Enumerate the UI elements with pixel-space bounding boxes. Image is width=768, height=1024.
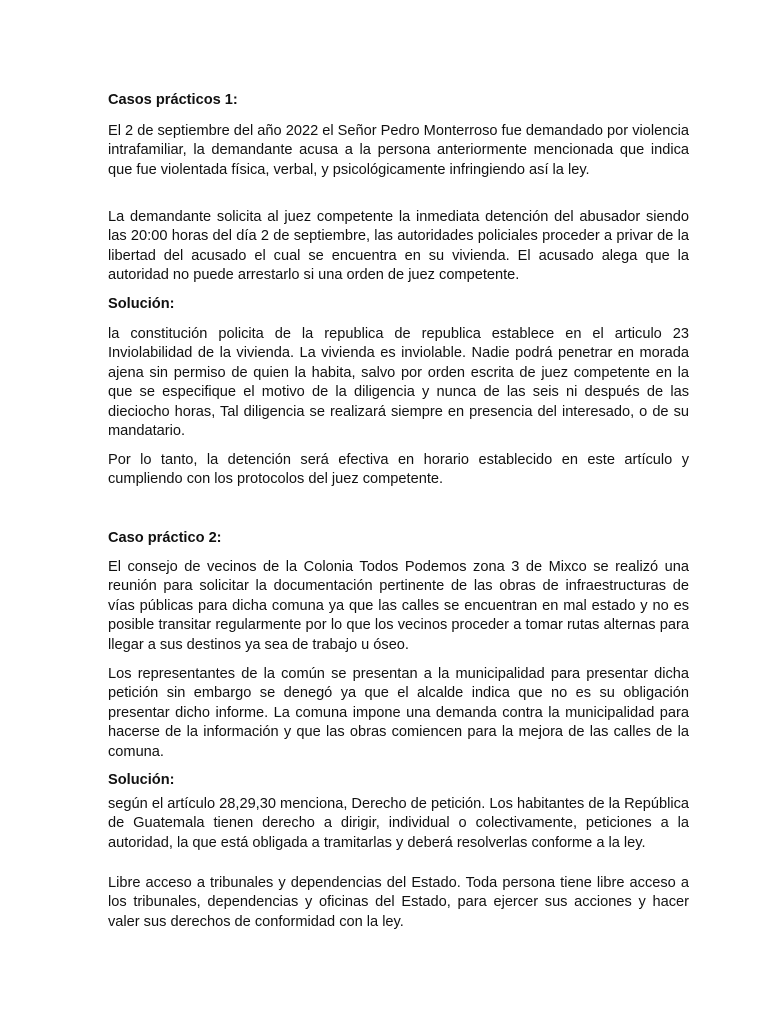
case1-solution-paragraph-1: la constitución policita de la republica de republica establece en el articulo 23 Inviolabilidad de la vivienda. La vivienda es inviolable. Nadie podrá penetrar en morada ajena sin permiso de quien la habita, salvo por orden escrita de juez competente en la que se especifique el motivo de la diligencia y nunca de las seis ni después de las dieciocho horas, Tal diligencia se realizará siempre en presencia del interesado, o de su mandatario. [108,326,689,440]
case1-paragraph-2: La demandante solicita al juez competente la inmediata detención del abusador siendo las 20:00 horas del día 2 de septiembre, las autoridades policiales proceder a privar de la libertad del acusado el cual se encuentra en su vivienda. El acusado alega que la autoridad no puede arrestarlo si una orden de juez competente. [108,209,689,284]
case2-paragraph-2: Los representantes de la común se presentan a la municipalidad para presentar dicha petición sin embargo se denegó ya que el alcalde indica que no es su obligación presentar dicho informe. La comuna impone una demanda contra la municipalidad para hacerse de la información y que las obras comiencen para la mejora de las calles de la comuna. [108,666,689,760]
case2-solution-paragraph-2: Libre acceso a tribunales y dependencias del Estado. Toda persona tiene libre acceso a los tribunales, dependencias y oficinas del Estado, para ejercer sus acciones y hacer valer sus derechos de conformidad con la ley. [108,875,689,930]
case2-solution-paragraph-1: según el artículo 28,29,30 menciona, Derecho de petición. Los habitantes de la República de Guatemala tienen derecho a dirigir, individual o colectivamente, peticiones a la autoridad, la que está obligada a tramitarlas y deberá resolverlas conforme a la ley. [108,796,689,851]
case1-paragraph-1: El 2 de septiembre del año 2022 el Señor Pedro Monterroso fue demandado por violencia intrafamiliar, la demandante acusa a la persona anteriormente mencionada que indica que fue violentada física, verbal, y psicológicamente infringiendo así la ley. [108,123,689,178]
case1-heading: Casos prácticos 1: [108,92,238,108]
case2-heading: Caso práctico 2: [108,530,222,546]
case2-solution-heading: Solución: [108,772,175,788]
case2-paragraph-1: El consejo de vecinos de la Colonia Todos Podemos zona 3 de Mixco se realizó una reunión para solicitar la documentación pertinente de las obras de infraestructuras de vías públicas para dicha comuna ya que las calles se encuentran en mal estado y no es posible transitar regularmente por lo que los vecinos proceder a tomar rutas alternas para llegar a sus destinos ya sea de trabajo u óseo. [108,559,689,653]
case1-solution-heading: Solución: [108,296,175,312]
case1-solution-paragraph-2: Por lo tanto, la detención será efectiva en horario establecido en este artículo y cumpliendo con los protocolos del juez competente. [108,452,689,488]
